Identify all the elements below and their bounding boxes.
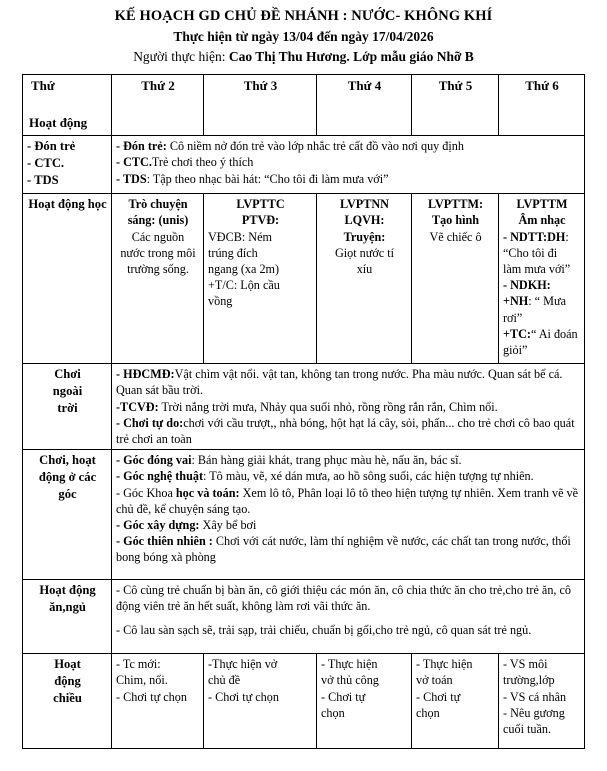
content-line — [116, 468, 581, 484]
content-text: Cô niềm nở đón trẻ vào lớp nhắc trẻ cất đồ vào nơi quy định — [166, 139, 464, 154]
header-day-4: Thứ 5 — [412, 75, 499, 136]
cell-body-line: - NDKH: — [503, 278, 551, 293]
table-row-hoat-dong-chieu — [23, 654, 585, 749]
cell-body-line: Giọt nước tí — [334, 245, 395, 260]
cell-body-line: chọn — [416, 705, 440, 720]
author-label: Người thực hiện: — [133, 48, 226, 64]
cell-hoc-thu4 — [317, 194, 412, 364]
row-label-line: ngoài — [52, 383, 83, 398]
content-bold: học và toán: — [175, 485, 240, 500]
row-label-line: chiều — [53, 690, 82, 705]
cell-heading: sáng: (unis) — [127, 213, 189, 228]
cell-body-line: - Chơi tự — [416, 689, 461, 704]
cell-heading: LVPTTC — [236, 197, 285, 212]
row-label-line: - TDS — [27, 172, 59, 187]
page-title: KẾ HOẠCH GD CHỦ ĐỀ NHÁNH : NƯỚC- KHÔNG KHÍ — [114, 8, 493, 24]
content-text: Trời nắng trời mưa, Nhảy qua suối nhỏ, rồng rồng rắn rắn, Chìm nổi. — [158, 399, 498, 414]
header-day-5: Thứ 6 — [499, 75, 585, 136]
row-label-hoat-dong-an-ngu — [23, 580, 112, 654]
cell-heading: LVPTNN — [340, 197, 389, 212]
row-label-hoat-dong-hoc: Hoạt động học — [23, 194, 112, 364]
corner-label-bottom: Hoạt động — [29, 115, 88, 131]
content-bold: - HĐCMĐ: — [116, 367, 175, 382]
cell-body-line: chọn — [321, 705, 345, 720]
cell-body-line: giỏi” — [503, 343, 528, 358]
row-content-don-tre — [112, 136, 585, 194]
cell-body-line: -Thực hiện vở — [208, 657, 278, 672]
table-row-hoat-dong-an-ngu — [23, 580, 585, 654]
cell-body-line: trúng đích — [208, 245, 258, 260]
row-label-line: Hoạt động — [39, 583, 96, 598]
content-text: “ Ai đoán — [530, 326, 578, 341]
cell-body-line: cuối tuần. — [503, 722, 552, 737]
row-content-choi-ngoai-troi — [112, 364, 585, 450]
cell-body-line: VĐCB: Ném — [208, 229, 272, 244]
cell-body-line: rơi” — [503, 310, 523, 325]
cell-body-line: - VS môi — [503, 657, 548, 672]
content-line — [116, 366, 581, 398]
content-bold: -TCVĐ: — [116, 399, 159, 414]
row-label-line: Hoạt — [54, 657, 81, 672]
content-text: Xây bể bơi — [199, 518, 257, 533]
cell-hoc-thu2 — [112, 194, 204, 364]
table-row-choi-ngoai-troi — [23, 364, 585, 450]
cell-body-line — [503, 326, 581, 342]
cell-heading: Trò chuyện — [128, 197, 188, 212]
cell-chieu-thu2 — [112, 654, 204, 749]
author-value: Cao Thị Thu Hương. Lớp mẫu giáo Nhỡ B — [228, 48, 474, 64]
content-text: Xem lô tô, Phân loại lô tô theo hiện tượng tự nhiên. Xem tranh vẽ về chủ đề, kể chuyện sáng tạo. — [116, 485, 579, 516]
cell-heading: LQVH: — [344, 213, 385, 228]
cell-body-line — [503, 293, 581, 309]
cell-body-line: - Thực hiện — [416, 657, 473, 672]
row-label-line: động ở các — [38, 469, 97, 484]
cell-body-line: Vẽ chiếc ô — [429, 229, 482, 244]
content-bold: - Chơi tự do: — [116, 415, 184, 430]
cell-body-line: vồng — [208, 294, 233, 309]
row-label-choi-hoat-dong-goc — [23, 450, 112, 580]
content-bold: - Góc xây dựng: — [116, 518, 200, 533]
header-day-1: Thứ 2 — [112, 75, 204, 136]
row-content-choi-hoat-dong-goc — [112, 450, 585, 580]
content-line: - Cô cùng trẻ chuẩn bị bàn ăn, cô giới thiệu các món ăn, cô chia thức ăn cho trẻ,cho trẻ ăn, cô động viên trẻ ăn hết suất, không làm rơi vãi thức ăn. — [116, 583, 572, 614]
cell-body-line: Các nguồn — [131, 229, 185, 244]
row-content-hoat-dong-an-ngu — [112, 580, 585, 654]
cell-body-line: ngang (xa 2m) — [208, 261, 280, 276]
row-label-hoat-dong-chieu — [23, 654, 112, 749]
cell-heading: Tạo hình — [431, 213, 480, 228]
content-bold: - Góc thiên nhiên : — [116, 534, 213, 549]
content-text: : Tô màu, vẽ, xé dán mưa, ao hồ sông suối, các hiện tượng tự nhiên. — [203, 469, 534, 484]
cell-body-line: - Tc mới: — [116, 657, 161, 672]
table-row-don-tre — [23, 136, 585, 194]
cell-chieu-thu3 — [204, 654, 317, 749]
cell-body-line: trường,lớp — [503, 673, 555, 688]
cell-body-line: “Cho tôi đi — [503, 245, 558, 260]
content-line: - Cô lau sàn sạch sẽ, trải sạp, trải chiếu, chuẩn bị gối,cho trẻ ngủ, cô quan sát trẻ ngủ. — [116, 622, 532, 637]
cell-body-line: +T/C: Lộn cầu — [208, 278, 280, 293]
cell-body-line: - Chơi tự chọn — [208, 689, 279, 704]
row-label-line: trời — [57, 400, 78, 415]
cell-hoc-thu5 — [412, 194, 499, 364]
cell-body-line: - Thực hiện — [321, 657, 378, 672]
cell-heading: LVPTTM: — [427, 197, 484, 212]
content-text: : Tập theo nhạc bài hát: “Cho tôi đi làm mưa với” — [146, 171, 389, 186]
content-text: : “ Mưa — [528, 294, 566, 309]
title-author-line — [0, 47, 607, 67]
weekly-plan-table — [22, 74, 585, 749]
cell-body-line — [503, 229, 581, 245]
content-text: Chơi với cát nước, làm thí nghiệm về nước, các chất tan trong nước, thổi bong bóng xà phòng — [116, 534, 571, 565]
cell-body-line: nước trong môi — [120, 245, 196, 260]
header-corner-cell — [23, 75, 112, 136]
content-bold: - Đón trẻ: — [116, 139, 167, 154]
content-bold: +NH — [503, 294, 529, 309]
cell-hoc-thu6 — [499, 194, 585, 364]
cell-body-line: - Chơi tự — [321, 689, 366, 704]
cell-body-line: vở toán — [416, 673, 453, 688]
content-line — [116, 138, 581, 154]
table-header-row — [23, 75, 585, 136]
header-day-2: Thứ 3 — [204, 75, 317, 136]
table-row-hoat-dong-hoc — [23, 194, 585, 364]
content-bold: - CTC. — [116, 155, 152, 170]
content-text: : — [565, 229, 569, 244]
cell-chieu-thu5 — [412, 654, 499, 749]
content-text: Vật chìm vật nổi. vật tan, không tan trong nước. Pha màu nước. Quan sát bể cá. Quan sát bầu trời. — [116, 367, 563, 398]
content-line — [116, 154, 581, 170]
cell-body-line: - VS cá nhân — [503, 689, 567, 704]
cell-body-line: xíu — [356, 261, 373, 276]
cell-hoc-thu3 — [204, 194, 317, 364]
content-line — [116, 399, 581, 415]
row-label-choi-ngoai-troi — [23, 364, 112, 450]
row-label-line: - CTC. — [27, 155, 65, 170]
content-line — [116, 517, 581, 533]
content-line — [116, 452, 581, 468]
content-text: : Bán hàng giải khát, trang phục màu hè, nấu ăn, bác sĩ. — [191, 453, 462, 468]
row-label-don-tre — [23, 136, 112, 194]
row-label-line: ăn,ngủ — [49, 599, 86, 614]
content-text: Trẻ chơi theo ý thích — [151, 155, 254, 170]
cell-body-line: chủ đề — [208, 673, 241, 688]
header-day-3: Thứ 4 — [317, 75, 412, 136]
content-bold: - NDTT:DH — [503, 229, 566, 244]
content-line — [116, 533, 581, 565]
cell-body-line: - Chơi tự chọn — [116, 689, 187, 704]
row-label-line: - Đón trẻ — [27, 139, 76, 154]
title-date-range: Thực hiện từ ngày 13/04 đến ngày 17/04/2026 — [173, 28, 434, 44]
cell-body-line: trường sống. — [127, 261, 189, 276]
row-label-line: động — [54, 673, 81, 688]
content-bold: - Góc nghệ thuật — [116, 469, 204, 484]
cell-body-line: - Nêu gương — [503, 705, 565, 720]
content-line — [116, 485, 581, 517]
content-line — [116, 415, 581, 447]
content-bold: - TDS — [116, 171, 147, 186]
cell-heading: Âm nhạc — [518, 213, 566, 228]
content-line — [116, 171, 581, 187]
cell-heading: PTVĐ: — [241, 213, 280, 228]
content-prefix: - Góc Khoa — [116, 485, 176, 500]
corner-label-top: Thứ — [31, 78, 55, 94]
cell-chieu-thu4 — [317, 654, 412, 749]
cell-chieu-thu6 — [499, 654, 585, 749]
cell-body-line: vở thủ công — [321, 673, 379, 688]
content-bold: +TC: — [503, 326, 531, 341]
document-title-block — [0, 0, 607, 67]
table-row-choi-hoat-dong-goc — [23, 450, 585, 580]
cell-body-line: Chim, nổi. — [116, 673, 168, 688]
row-label-line: góc — [58, 486, 77, 501]
row-label-line: Chơi — [54, 367, 81, 382]
content-text: chơi với cầu trượt,, nhà bóng, hột hạt lá cây, sỏi, phấn... cho trẻ chơi cô bao quát trẻ chơi an toàn — [116, 415, 575, 446]
cell-heading: Truyện: — [343, 229, 386, 244]
cell-heading: LVPTTM — [516, 197, 568, 212]
row-label-line: Chơi, hoạt — [39, 453, 96, 468]
content-bold: - Góc đóng vai — [116, 453, 192, 468]
cell-body-line: làm mưa với” — [503, 261, 571, 276]
